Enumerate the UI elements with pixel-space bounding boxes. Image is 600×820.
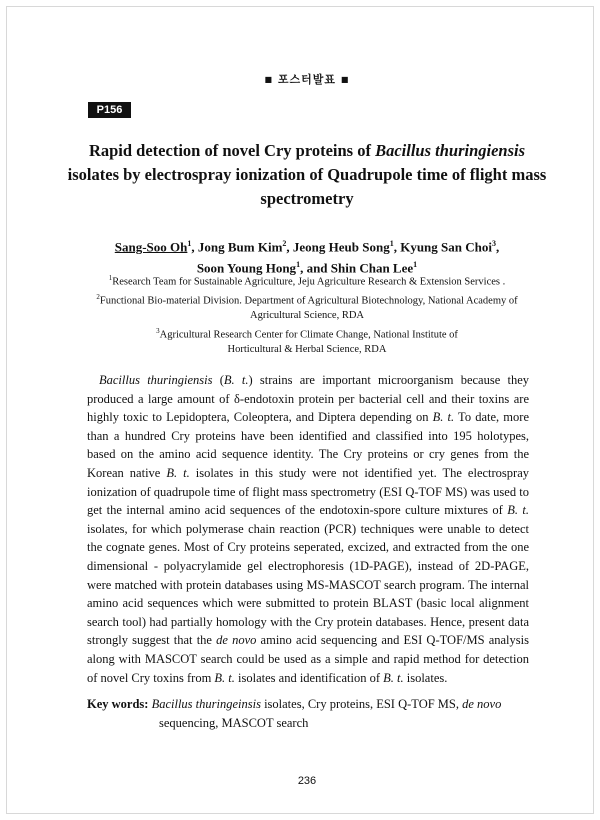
author-list: Sang-Soo Oh$^1$, Jong Bum Kim$^2$, Jeong Heub Song$^1$, Kyung San Choi$^3$, Soon Young Hong$^1$, and Shin Chan Lee$^1$ — [114, 239, 500, 276]
title-text: isolates by electrospray ionization of Quadrupole time of flight mass spectrometry — [67, 165, 547, 208]
author-affil-sup: 3 — [491, 239, 496, 248]
keywords-list — [148, 697, 501, 730]
author-name: Shin Chan Lee — [330, 260, 414, 276]
italic-term: de novo — [216, 633, 257, 648]
keywords — [87, 695, 529, 732]
italic-term: B. t. — [432, 410, 455, 425]
author-name: Jeong Heub Song — [292, 239, 390, 255]
text-run: sequencing, MASCOT search — [159, 715, 309, 730]
text-run: amino acid sequencing and ESI Q-TOF/MS analysis along with MASCOT search could be used as a simple and rapid method for detection of novel Cry toxins from — [87, 633, 529, 685]
page-number: 236 — [297, 775, 317, 787]
italic-term: B. t. — [507, 503, 530, 518]
text-run: ) strains are important microorganism because they produced a large amount of δ-endotoxin protein per bacterial cell and their toxins are highly toxic to Lepidoptera, Coleoptera, and Diptera depending on — [87, 373, 530, 425]
author-name: Jong Bum Kim — [197, 239, 283, 255]
affiliation — [47, 271, 567, 290]
text-run: isolates, for which polymerase chain reaction (PCR) techniques were unable to detect the cognate genes. Most of Cry proteins seperated, excized, and extracted from the one dimensional - polyacrylamide gel electrophoresis (1D-PAGE), instead of 2D-PAGE, were matched with protein databases using MS-MASCOT search program. The internal amino acid sequences which were submitted to protein BLAST (basic local alignment search tool) had partially homology with the Cry protein databases. Hence, present data strongly suggest that the — [87, 521, 529, 648]
author-name: Soon Young Hong — [196, 260, 297, 276]
affiliation-sup: 3 — [156, 326, 160, 335]
italic-term: B. t. — [214, 670, 235, 685]
title-species: Bacillus thuringiensis — [375, 141, 526, 160]
author-affil-sup: 1 — [413, 260, 418, 270]
square-bullet-icon: ■ — [340, 75, 350, 84]
page — [6, 6, 594, 814]
title-text: Rapid detection of novel Cry proteins of — [88, 141, 376, 160]
text-run: isolates, Cry proteins, ESI Q-TOF MS, — [260, 697, 463, 711]
author-affil-sup: 1 — [296, 260, 301, 270]
text-run: To date, more than a hundred Cry proteins have been identified and classified into 195 holotypes, based on the amino acid sequence identity. The Cry proteins or cry genes from the Korean native — [87, 410, 529, 480]
affiliation — [47, 290, 567, 324]
affiliation-text: Functional Bio-material Division. Department of Agricultural Biotechnology, National Academy of Agricultural Science, RDA — [99, 295, 518, 322]
italic-term: B. t. — [166, 465, 190, 480]
author-name: Sang-Soo Oh — [114, 239, 188, 255]
poster-code-badge: P156 — [88, 102, 131, 118]
affiliation-sup: 2 — [96, 293, 100, 302]
keywords-label: Key words: — [87, 697, 149, 711]
italic-term: B. t. — [383, 670, 404, 685]
italic-term: de novo — [462, 697, 502, 711]
text-run: isolates in this study were not identified yet. The electrospray ionization of quadrupole time of flight mass spectrometry (ESI Q-TOF MS) was used to get the internal amino acid sequences of the endotoxin-spore culture mixtures of — [87, 465, 529, 518]
author-affil-sup: 1 — [389, 239, 394, 248]
text-run: ( — [212, 373, 224, 387]
square-bullet-icon: ■ — [264, 75, 274, 84]
abstract-paragraph — [87, 371, 529, 687]
section-label: 포스터발표 — [277, 73, 337, 86]
text-run: isolates and identification of — [234, 670, 384, 685]
author-affil-sup: 2 — [282, 239, 287, 248]
paper-title — [67, 139, 547, 211]
section-header — [7, 71, 600, 87]
text-run: isolates. — [403, 670, 448, 685]
italic-term: B. t. — [223, 373, 249, 387]
affiliations — [47, 271, 567, 357]
italic-term: Bacillus thuringeinsis — [151, 697, 261, 711]
italic-term: Bacillus thuringiensis — [99, 373, 213, 387]
author-name: Kyung San Choi — [400, 239, 492, 255]
affiliation-text: Research Team for Sustainable Agriculture, Jeju Agriculture Research & Extension Services . — [112, 276, 506, 288]
author-affil-sup: 1 — [187, 239, 192, 248]
affiliation-text: Agricultural Research Center for Climate Change, National Institute of Horticultural & Herbal Science, RDA — [159, 329, 458, 355]
affiliation-sup: 1 — [108, 274, 113, 282]
author-conjunction: and — [306, 260, 328, 276]
affiliation — [47, 324, 567, 358]
